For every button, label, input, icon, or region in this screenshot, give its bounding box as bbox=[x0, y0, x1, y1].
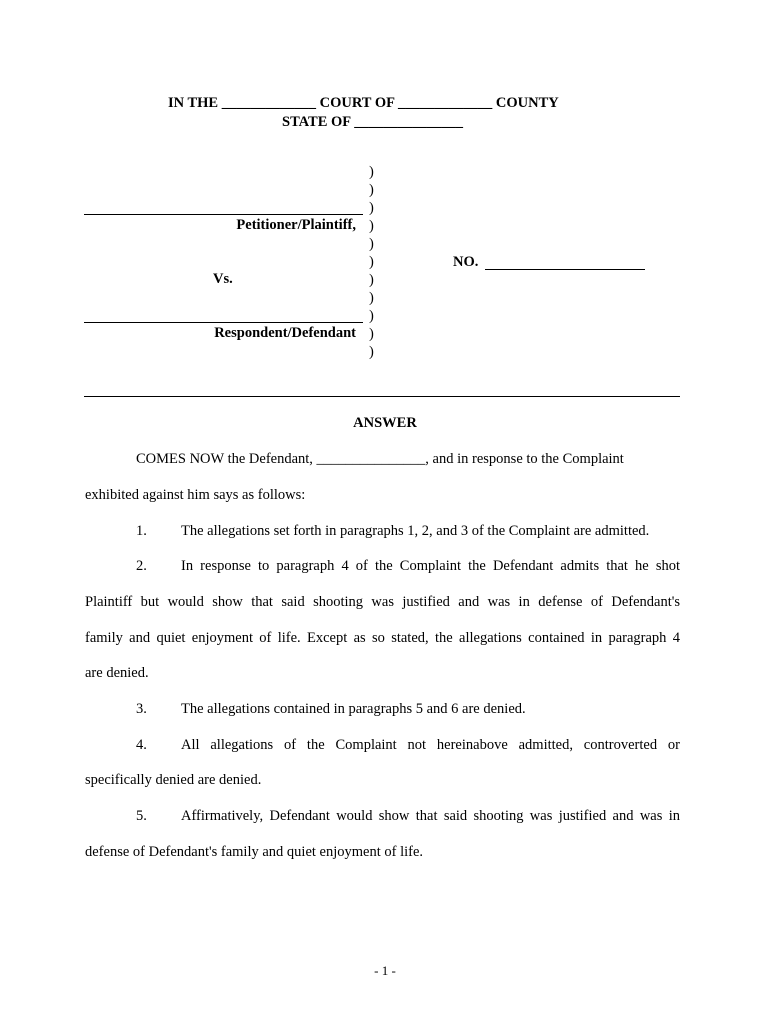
paragraph-line: Plaintiff but would show that said shooting was justified and was in defense of Defendant's bbox=[85, 594, 680, 610]
caption-paren: ) bbox=[369, 200, 374, 216]
state-heading: STATE OF _______________ bbox=[282, 114, 463, 130]
intro-line: exhibited against him says as follows: bbox=[85, 487, 306, 503]
paragraph-number: 1. bbox=[136, 523, 147, 539]
vs-label: Vs. bbox=[213, 271, 233, 287]
petitioner-label: Petitioner/Plaintiff, bbox=[236, 217, 356, 233]
paragraph-line: are denied. bbox=[85, 665, 149, 681]
caption-paren: ) bbox=[369, 326, 374, 342]
paragraph-line: The allegations set forth in paragraphs 1, 2, and 3 of the Complaint are admitted. bbox=[181, 523, 650, 539]
paragraph-number: 2. bbox=[136, 558, 147, 574]
petitioner-name-line bbox=[84, 214, 363, 215]
caption-paren: ) bbox=[369, 164, 374, 180]
paragraph-number: 4. bbox=[136, 737, 147, 753]
respondent-label: Respondent/Defendant bbox=[214, 325, 356, 341]
intro-line: COMES NOW the Defendant, _______________, and in response to the Complaint bbox=[136, 451, 624, 467]
caption-separator bbox=[84, 396, 680, 397]
caption-paren: ) bbox=[369, 218, 374, 234]
paragraph-line: defense of Defendant's family and quiet enjoyment of life. bbox=[85, 844, 424, 860]
paragraph-line: specifically denied are denied. bbox=[85, 772, 262, 788]
case-number-line bbox=[485, 269, 645, 270]
paragraph-line: The allegations contained in paragraphs 5 and 6 are denied. bbox=[181, 701, 526, 717]
paragraph-number: 5. bbox=[136, 808, 147, 824]
page-number: - 1 - bbox=[374, 963, 396, 978]
paragraph-line: In response to paragraph 4 of the Complaint the Defendant admits that he shot bbox=[181, 558, 680, 574]
caption-paren: ) bbox=[369, 308, 374, 324]
document-title: ANSWER bbox=[353, 415, 417, 431]
caption-paren: ) bbox=[369, 290, 374, 306]
caption-paren: ) bbox=[369, 236, 374, 252]
caption-paren: ) bbox=[369, 254, 374, 270]
respondent-name-line bbox=[84, 322, 363, 323]
paragraph-number: 3. bbox=[136, 701, 147, 717]
paragraph-line: Affirmatively, Defendant would show that said shooting was justified and was in bbox=[181, 808, 680, 824]
caption-paren: ) bbox=[369, 182, 374, 198]
court-heading: IN THE _____________ COURT OF _____________ COUNTY bbox=[168, 95, 559, 111]
caption-paren: ) bbox=[369, 344, 374, 360]
paragraph-line: All allegations of the Complaint not hereinabove admitted, controverted or bbox=[181, 737, 680, 753]
paragraph-line: family and quiet enjoyment of life. Except as so stated, the allegations contained in paragraph 4 bbox=[85, 630, 680, 646]
case-number-label: NO. bbox=[453, 254, 479, 270]
caption-paren: ) bbox=[369, 272, 374, 288]
